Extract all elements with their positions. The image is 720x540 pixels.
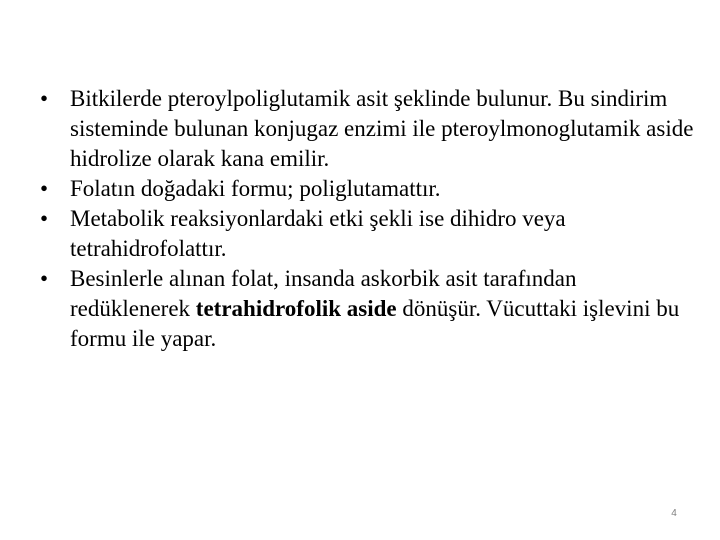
bullet-marker: • — [40, 206, 49, 231]
bullet-item — [40, 264, 700, 354]
bullet-item — [40, 174, 700, 204]
page-number: 4 — [671, 508, 677, 519]
bullet-text: Folatın doğadaki formu; poliglutamattır. — [70, 176, 441, 201]
bullet-text-bold: tetrahidrofolik aside — [195, 296, 397, 321]
bullet-text-part: dönüşür. Vücuttaki işlevini bu formu ile yapar. — [70, 296, 680, 351]
bullet-text — [70, 266, 679, 351]
bullet-marker: • — [40, 266, 49, 291]
bullet-text: Bitkilerde pteroylpoliglutamik asit şeklinde bulunur. Bu sindirim sisteminde bulunan konjugaz enzimi ile pteroylmonoglutamik aside hidrolize olarak kana emilir. — [70, 86, 694, 171]
bullet-text-part: Besinlerle alınan folat, insanda askorbik asit tarafından redüklenerek — [70, 266, 577, 321]
bullet-marker: • — [40, 176, 49, 201]
bullet-marker: • — [40, 86, 49, 111]
bullet-text: Metabolik reaksiyonlardaki etki şekli ise dihidro veya tetrahidrofolattır. — [70, 206, 566, 261]
bullet-item — [40, 204, 700, 264]
bullet-list — [40, 84, 700, 354]
bullet-item — [40, 84, 700, 174]
